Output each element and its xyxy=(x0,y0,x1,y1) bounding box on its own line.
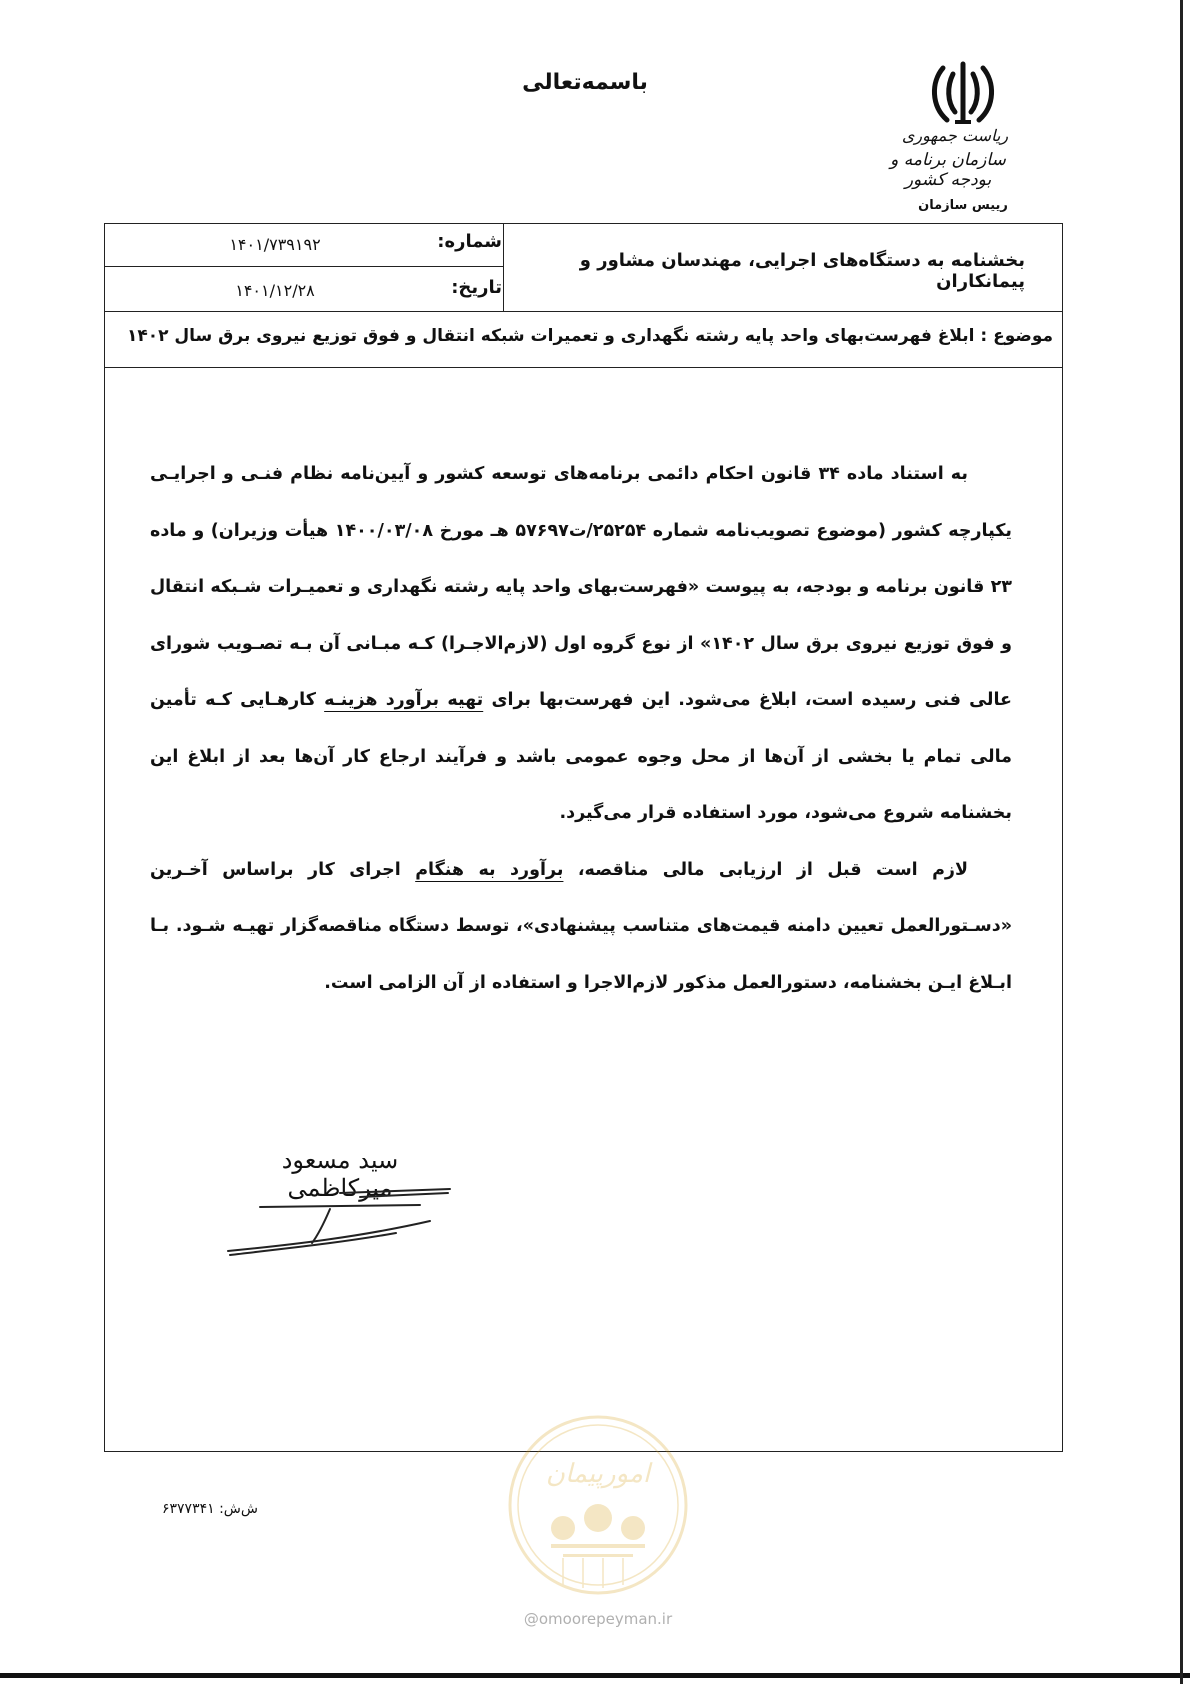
bismillah-heading: باسمه‌تعالی xyxy=(522,70,648,95)
number-label: شماره: xyxy=(437,231,502,252)
paragraph-2-underlined: برآورد به هنگام xyxy=(415,859,564,880)
number-value: ۱۴۰۱/۷۳۹۱۹۲ xyxy=(229,235,321,254)
paragraph-1-text-a: به استناد ماده ۳۴ قانون احکام دائمی برنامه‌های توسعه کشور و آیین‌نامه نظام فنـی و اجرایـی یکپارچه کشور (موضوع تصویب‌نامه شماره ۲۵۲۵۴/ت۵۷۶۹۷ هـ مورخ ۱۴۰۰/۰۳/۰۸ هیأت وزیران) و ماده ۲۳ قانون برنامه و بودجه، به پیوست «فهرست‌بهای واحد پایه رشته نگهداری و تعمیـرات شـبکه انتقال و فوق توزیع نیروی برق سال ۱۴۰۲» از نوع گروه اول (لازم‌الاجـرا) کـه مبـانی آن بـه تصـویب شورای عالی فنی رسیده است، ابلاغ می‌شود. این فهرست‌بها برای xyxy=(150,464,1013,710)
org-line-presidency: ریاست جمهوری xyxy=(901,126,1009,145)
body-paragraph-2 xyxy=(150,842,1012,1012)
reference-code: ش‌ش: ۶۳۷۷۳۴۱ xyxy=(162,1501,258,1517)
org-line-organization: سازمان برنامه و بودجه کشور xyxy=(890,150,1006,190)
watermark-text: امورپیمان xyxy=(545,1459,651,1489)
paragraph-2-text-b: اجرای کار براساس آخـرین «دسـتورالعمل تعیین دامنه قیمت‌های متناسب پیشنهادی»، توسط دستگاه مناقصه‌گزار تهیـه شـود. بـا ابـلاغ ایـن بخشنامه، دستورالعمل مذکور لازم‌الاجرا و استفاده از آن الزامی است. xyxy=(150,859,1012,993)
meta-divider xyxy=(104,266,503,267)
signer-name: سید مسعود میرکاظمی xyxy=(281,1146,399,1202)
handwritten-signature xyxy=(220,1185,460,1265)
right-edge-rule xyxy=(1180,0,1183,1684)
paragraph-1-text-b: کارهـایی کـه تأمین مالی تمام یا بخشی از آن‌ها از محل وجوه عمومی باشد و فرآیند ارجاع کار آن‌ها بعد از ابلاغ این بخشنامه شروع می‌شود، مورد استفاده قرار می‌گیرد. xyxy=(150,690,1012,823)
meta-vertical-divider xyxy=(503,223,504,311)
letter-body xyxy=(150,446,1012,1011)
iran-emblem-icon xyxy=(925,60,1001,128)
recipients: بخشنامه به دستگاه‌های اجرایی، مهندسان مشاور و پیمانکاران xyxy=(579,250,1025,292)
body-paragraph-1 xyxy=(150,446,1012,842)
footer-url: @omoorepeyman.ir xyxy=(523,1610,673,1628)
paragraph-1-underlined: تهیه برآورد هزینـه xyxy=(324,690,484,710)
date-label: تاریخ: xyxy=(451,277,502,298)
header-bottom-rule xyxy=(104,311,1063,312)
subject-bottom-rule xyxy=(104,367,1063,368)
paragraph-2-text-a: لازم است قبل از ارزیابی مالی مناقصه، xyxy=(577,859,969,880)
date-value: ۱۴۰۱/۱۲/۲۸ xyxy=(235,281,315,300)
subject-line: موضوع : ابلاغ فهرست‌بهای واحد پایه رشته نگهداری و تعمیرات شبکه انتقال و فوق توزیع نیروی برق سال ۱۴۰۲ xyxy=(126,326,1053,346)
head-title: رییس سازمان xyxy=(918,198,1008,213)
bottom-edge-rule xyxy=(0,1673,1190,1678)
watermark-logo-icon xyxy=(503,1410,693,1600)
